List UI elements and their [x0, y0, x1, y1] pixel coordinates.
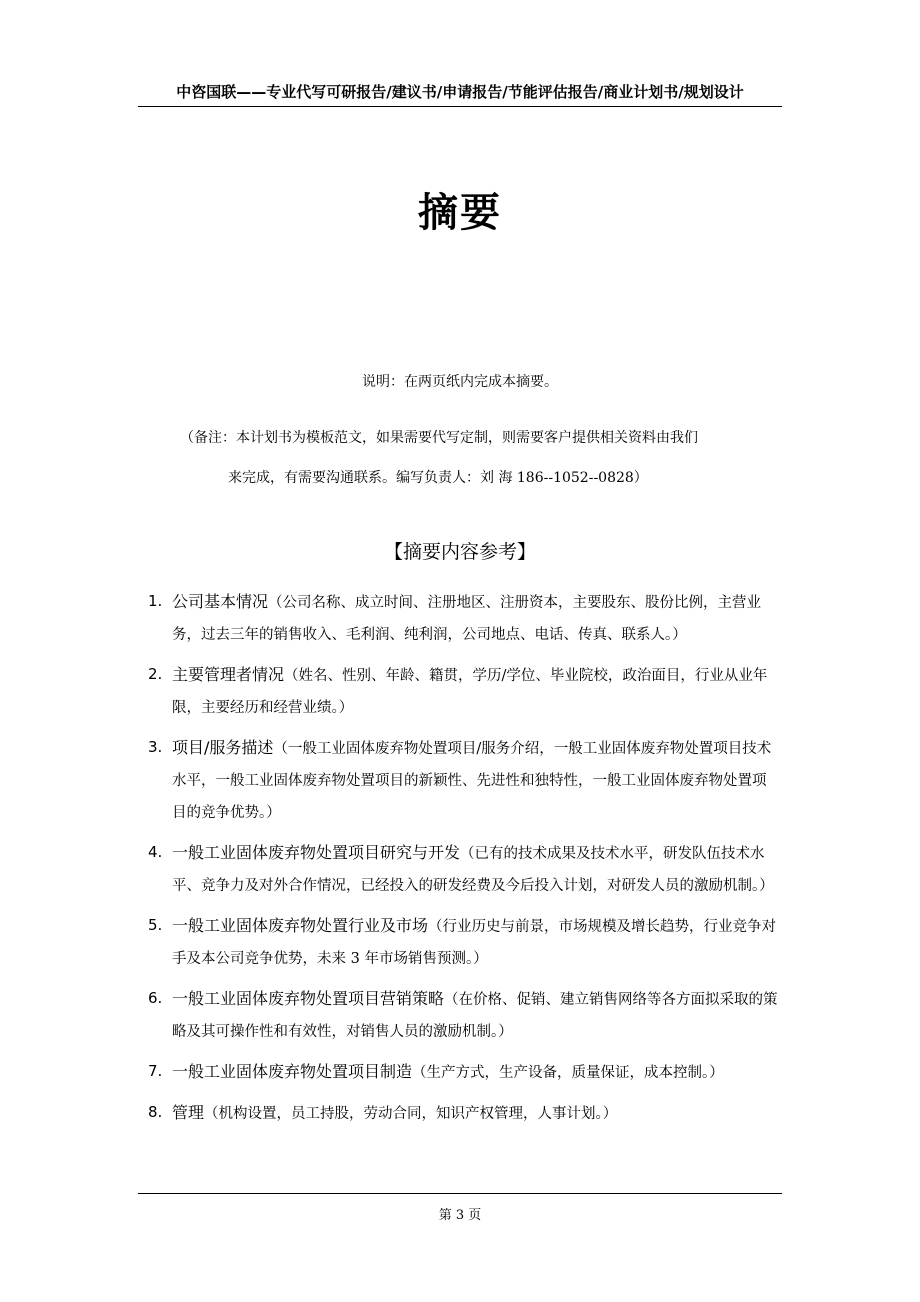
- list-item: [148, 659, 780, 724]
- list-item: [148, 837, 780, 902]
- item-number: 7.: [148, 1062, 163, 1080]
- item-description: （机构设置，员工持股，劳动合同，知识产权管理，人事计划。）: [204, 1106, 618, 1122]
- item-description: （行业历史与前景，市场规模及增长趋势，行业竞争对手及本公司竞争优势，未来 3 年市场销售预测。）: [172, 919, 777, 967]
- list-item: [148, 1097, 780, 1130]
- item-heading: 一般工业固体废弃物处置行业及市场: [172, 916, 429, 935]
- list-item: [148, 732, 780, 829]
- header-divider: [138, 106, 782, 107]
- remark-line-2: 来完成，有需要沟通联系。编写负责人：刘 海 186--1052--0828）: [228, 470, 648, 486]
- item-description: （姓名、性别、年龄、籍贯，学历/学位、毕业院校，政治面目，行业从业年限，主要经历和经营业绩。）: [172, 668, 768, 716]
- item-description: （已有的技术成果及技术水平，研发队伍技术水平、竞争力及对外合作情况，已经投入的研发经费及今后投入计划，对研发人员的激励机制。）: [172, 846, 774, 894]
- item-heading: 管理: [172, 1103, 205, 1122]
- item-heading: 一般工业固体废弃物处置项目研究与开发: [172, 843, 461, 862]
- item-description: （生产方式，生产设备，质量保证，成本控制。）: [412, 1065, 724, 1081]
- item-number: 5.: [148, 916, 163, 934]
- item-heading: 一般工业固体废弃物处置项目营销策略: [172, 989, 445, 1008]
- section-title: 【摘要内容参考】: [383, 541, 536, 563]
- item-heading: 一般工业固体废弃物处置项目制造: [172, 1062, 413, 1081]
- item-description: （一般工业固体废弃物处置项目/服务介绍，一般工业固体废弃物处置项目技术水平，一般工业固体废弃物处置项目的新颖性、先进性和独特性，一般工业固体废弃物处置项目的竞争优势。）: [172, 741, 772, 821]
- reference-list: [148, 586, 780, 1138]
- item-heading: 公司基本情况: [172, 592, 269, 611]
- instruction-note: 说明：在两页纸内完成本摘要。: [362, 374, 558, 390]
- page-header: 中咨国联——专业代写可研报告/建议书/申请报告/节能评估报告/商业计划书/规划设计: [176, 83, 744, 101]
- page-number: 第 3 页: [438, 1208, 482, 1223]
- list-item: [148, 983, 780, 1048]
- item-description: （在价格、促销、建立销售网络等各方面拟采取的策略及其可操作性和有效性，对销售人员的激励机制。）: [172, 992, 778, 1040]
- item-number: 6.: [148, 989, 163, 1007]
- item-heading: 主要管理者情况: [172, 665, 285, 684]
- page-title: 摘要: [418, 190, 502, 236]
- list-item: [148, 1056, 780, 1089]
- item-description: （公司名称、成立时间、注册地区、注册资本，主要股东、股份比例，主营业务，过去三年的销售收入、毛利润、纯利润，公司地点、电话、传真、联系人。）: [172, 595, 762, 643]
- item-number: 1.: [148, 592, 163, 610]
- item-heading: 项目/服务描述: [172, 738, 274, 757]
- item-number: 3.: [148, 738, 163, 756]
- list-item: [148, 910, 780, 975]
- footer-divider: [138, 1193, 782, 1194]
- remark-line-1: （备注：本计划书为模板范文，如果需要代写定制，则需要客户提供相关资料由我们: [180, 430, 698, 446]
- item-number: 4.: [148, 843, 163, 861]
- list-item: [148, 586, 780, 651]
- item-number: 2.: [148, 665, 163, 683]
- item-number: 8.: [148, 1103, 163, 1121]
